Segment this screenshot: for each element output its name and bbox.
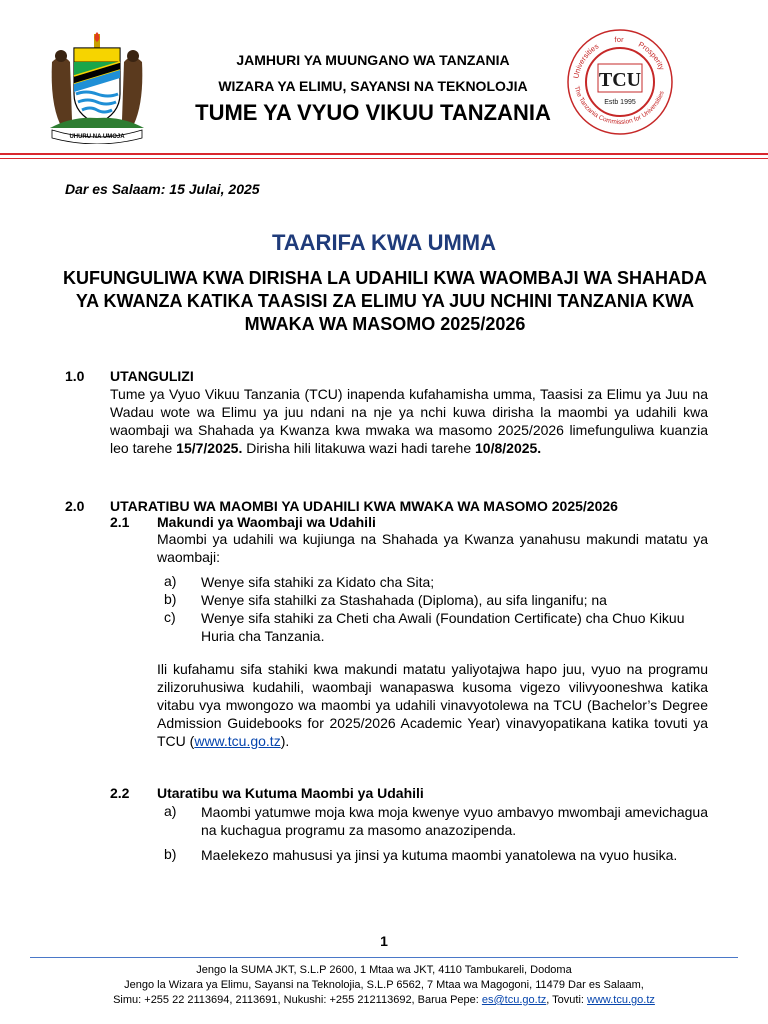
list-item-label: b) [164, 846, 177, 862]
header-republic: JAMHURI YA MUUNGANO WA TANZANIA [236, 52, 510, 68]
section-2-1-guidebook-paragraph [157, 660, 708, 750]
footer-contacts-text-b: , Tovuti: [546, 994, 588, 1006]
footer-address-dodoma: Jengo la SUMA JKT, S.L.P 2600, 1 Mtaa wa JKT, 4110 Tambukareli, Dodoma [196, 964, 572, 976]
tcu-abbr: TCU [598, 69, 642, 91]
tcu-ring-for: for [614, 34, 624, 45]
footer-contacts [0, 994, 768, 1006]
document-date: Dar es Salaam: 15 Julai, 2025 [65, 181, 260, 197]
section-2-title: UTARATIBU WA MAOMBI YA UDAHILI KWA MWAKA WA MASOMO 2025/2026 [110, 498, 618, 514]
list-item-label: b) [164, 591, 177, 607]
tcu-ring-bottom: The Tanzania Commission for Universities [572, 85, 666, 126]
document-subtitle: KUFUNGULIWA KWA DIRISHA LA UDAHILI KWA WAOMBAJI WA SHAHADA YA KWANZA KATIKA TAASISI ZA ELIMU YA JUU NCHINI TANZANIA KWA MWAKA WA MASOMO 2025/2026 [63, 268, 707, 334]
footer-contacts-text: Simu: +255 22 2113694, 2113691, Nukushi: +255 212113692, Barua Pepe: [113, 994, 482, 1006]
list-item-label: a) [164, 573, 177, 589]
list-item-text: Wenye sifa stahiki za Cheti cha Awali (Foundation Certificate) cha Chuo Kikuu Huria cha Tanzania. [201, 610, 685, 644]
section-1-text-b: Dirisha hili litakuwa wazi hadi tarehe [242, 440, 476, 456]
section-2-1-intro: Maombi ya udahili wa kujiunga na Shahada ya Kwanza yanahusu makundi matatu ya waombaji: [157, 531, 708, 565]
section-2-number: 2.0 [65, 498, 85, 514]
guidebook-text-end: ). [280, 733, 290, 749]
coat-of-arms-logo [42, 32, 152, 144]
section-2-2-title: Utaratibu wa Kutuma Maombi ya Udahili [157, 785, 424, 801]
header-divider-thin [0, 158, 768, 159]
header-ministry: WIZARA YA ELIMU, SAYANSI NA TEKNOLOJIA [218, 78, 528, 94]
footer-email-link[interactable]: es@tcu.go.tz [481, 994, 547, 1006]
coat-motto: UHURU NA UMOJA [69, 134, 125, 140]
section-2-1-number: 2.1 [110, 514, 130, 530]
list-item-text: Maelekezo mahususi ya jinsi ya kutuma maombi yanatolewa na vyuo husika. [201, 847, 678, 863]
footer-address-dar: Jengo la Wizara ya Elimu, Sayansi na Teknolojia, S.L.P 6562, 7 Mtaa wa Magogoni, 11479 Dar es Salaam, [124, 979, 644, 991]
tcu-ring-universities: Universities [571, 41, 601, 80]
section-1-text-a: Tume ya Vyuo Vikuu Tanzania (TCU) inapenda kufahamisha umma, Taasisi za Elimu ya Juu na Wadau wote wa Elimu ya juu ndani na nje ya nchi kuwa dirisha la maombi ya udahili kwa waombaji wa Shahada ya Kwanza kwa mwaka wa masomo 2025/2026 limefunguliwa kuanzia leo tarehe [110, 386, 708, 456]
list-item-label: c) [164, 609, 176, 625]
tcu-website-link[interactable]: www.tcu.go.tz [194, 733, 281, 749]
guidebook-text: Ili kufahamu sifa stahiki kwa makundi matatu yaliyotajwa hapo juu, vyuo na programu zilizoruhusiwa kudahili, waombaji wanapaswa kusoma vigezo vilivyooneshwa katika vitabu vya mwongozo wa maombi ya udahili vinavyotolewa na TCU (Bachelor’s Degree Admission Guidebooks for 2025/2026 Academic Year) vinavyopatikana katika tovuti ya TCU ( [157, 661, 708, 749]
section-1-paragraph [110, 385, 708, 457]
list-item-text: Maombi yatumwe moja kwa moja kwenye vyuo ambavyo mwombaji amevichagua na kuchagua programu za masomo anazozipenda. [201, 804, 708, 838]
tcu-estb: Estb 1995 [604, 99, 636, 106]
tcu-logo [560, 22, 680, 142]
header-commission: TUME YA VYUO VIKUU TANZANIA [195, 100, 551, 125]
section-2-1-title: Makundi ya Waombaji wa Udahili [157, 514, 376, 530]
footer-divider [30, 957, 738, 958]
section-1-open-date: 15/7/2025. [176, 440, 243, 456]
list-item-label: a) [164, 803, 177, 819]
page-number: 1 [380, 933, 388, 949]
svg-text:for [614, 35, 624, 44]
section-1-close-date: 10/8/2025. [475, 440, 542, 456]
footer-website-link[interactable]: www.tcu.go.tz [587, 994, 655, 1006]
section-2-2-number: 2.2 [110, 785, 130, 801]
header-divider [0, 153, 768, 155]
list-item-text: Wenye sifa stahiki za Kidato cha Sita; [201, 574, 435, 590]
section-1-number: 1.0 [65, 368, 85, 384]
tcu-ring-prosperity: Prosperity [636, 39, 667, 72]
section-1-title: UTANGULIZI [110, 368, 194, 384]
document-title: TAARIFA KWA UMMA [271, 230, 497, 255]
list-item-text: Wenye sifa stahilki za Stashahada (Diploma), au sifa linganifu; na [201, 592, 607, 608]
